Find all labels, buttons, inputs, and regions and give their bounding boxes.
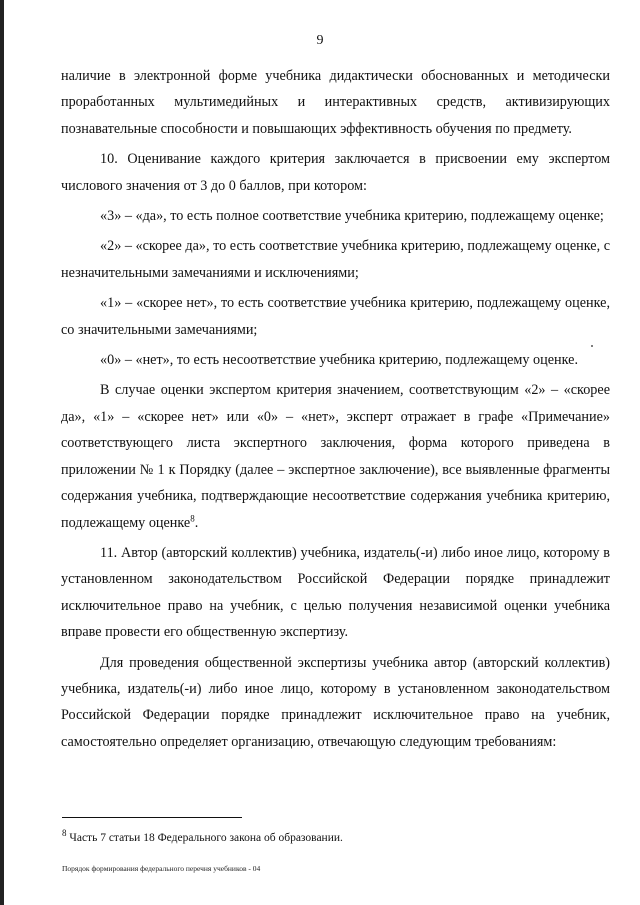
footnote-reference: 8	[190, 512, 195, 523]
paragraph-expert-notes	[61, 377, 610, 535]
scan-left-edge	[0, 0, 4, 905]
paragraph-item-10: 10. Оценивание каждого критерия заключается в присвоении ему экспертом числового значения от 3 до 0 баллов, при котором:	[61, 151, 610, 194]
scan-speck	[591, 345, 593, 347]
paragraph-score-2: «2» – «скорее да», то есть соответствие учебника критерию, подлежащему оценке, с незначительными замечаниями и исключениями;	[61, 238, 610, 281]
paragraph-score-3: «3» – «да», то есть полное соответствие учебника критерию, подлежащему оценке;	[100, 208, 604, 225]
paragraph-item-11: 11. Автор (авторский коллектив) учебника, издатель(-и) либо иное лицо, которому в установленном законодательством Российской Федерации порядке принадлежит исключительное право на учебник, с целью получения независимой оценки учебника вправе провести его общественную экспертизу.	[61, 544, 610, 641]
paragraph-expert-notes-text: В случае оценки экспертом критерия значением, соответствующим «2» – «скорее да», «1» – «скорее нет» или «0» – «нет», эксперт отражает в графе «Примечание» соответствующего листа экспертного заключения, форма которого приведена в приложении № 1 к Порядку (далее – экспертное заключение), все выявленные фрагменты содержания учебника, подтверждающие несоответствие содержания учебника критерию, подлежащему оценке	[61, 382, 610, 531]
paragraph-score-0: «0» – «нет», то есть несоответствие учебника критерию, подлежащему оценке.	[100, 352, 578, 369]
document-body	[61, 63, 610, 755]
footnote-text: Часть 7 статьи 18 Федерального закона об образовании.	[66, 832, 343, 844]
footnote-marker: 8	[62, 828, 67, 839]
footnote	[62, 828, 343, 844]
paragraph-expert-notes-end: .	[194, 514, 199, 531]
page-number: 9	[316, 33, 324, 48]
paragraph-score-1: «1» – «скорее нет», то есть соответствие учебника критерию, подлежащему оценке, со значительными замечаниями;	[61, 295, 610, 338]
page-footer: Порядок формирования федерального перечня учебников - 04	[62, 864, 261, 873]
footnote-separator	[62, 817, 242, 818]
paragraph-continuation: наличие в электронной форме учебника дидактически обоснованных и методически проработанных мультимедийных и интерактивных средств, активизирующих познавательные способности и повышающих эффективность обучения по предмету.	[61, 68, 610, 137]
paragraph-public-expertise: Для проведения общественной экспертизы учебника автор (авторский коллектив) учебника, издатель(-и) либо иное лицо, которому в установленном законодательством Российской Федерации порядке принадлежит исключительное право на учебник, самостоятельно определяет организацию, отвечающую следующим требованиям:	[61, 654, 610, 750]
